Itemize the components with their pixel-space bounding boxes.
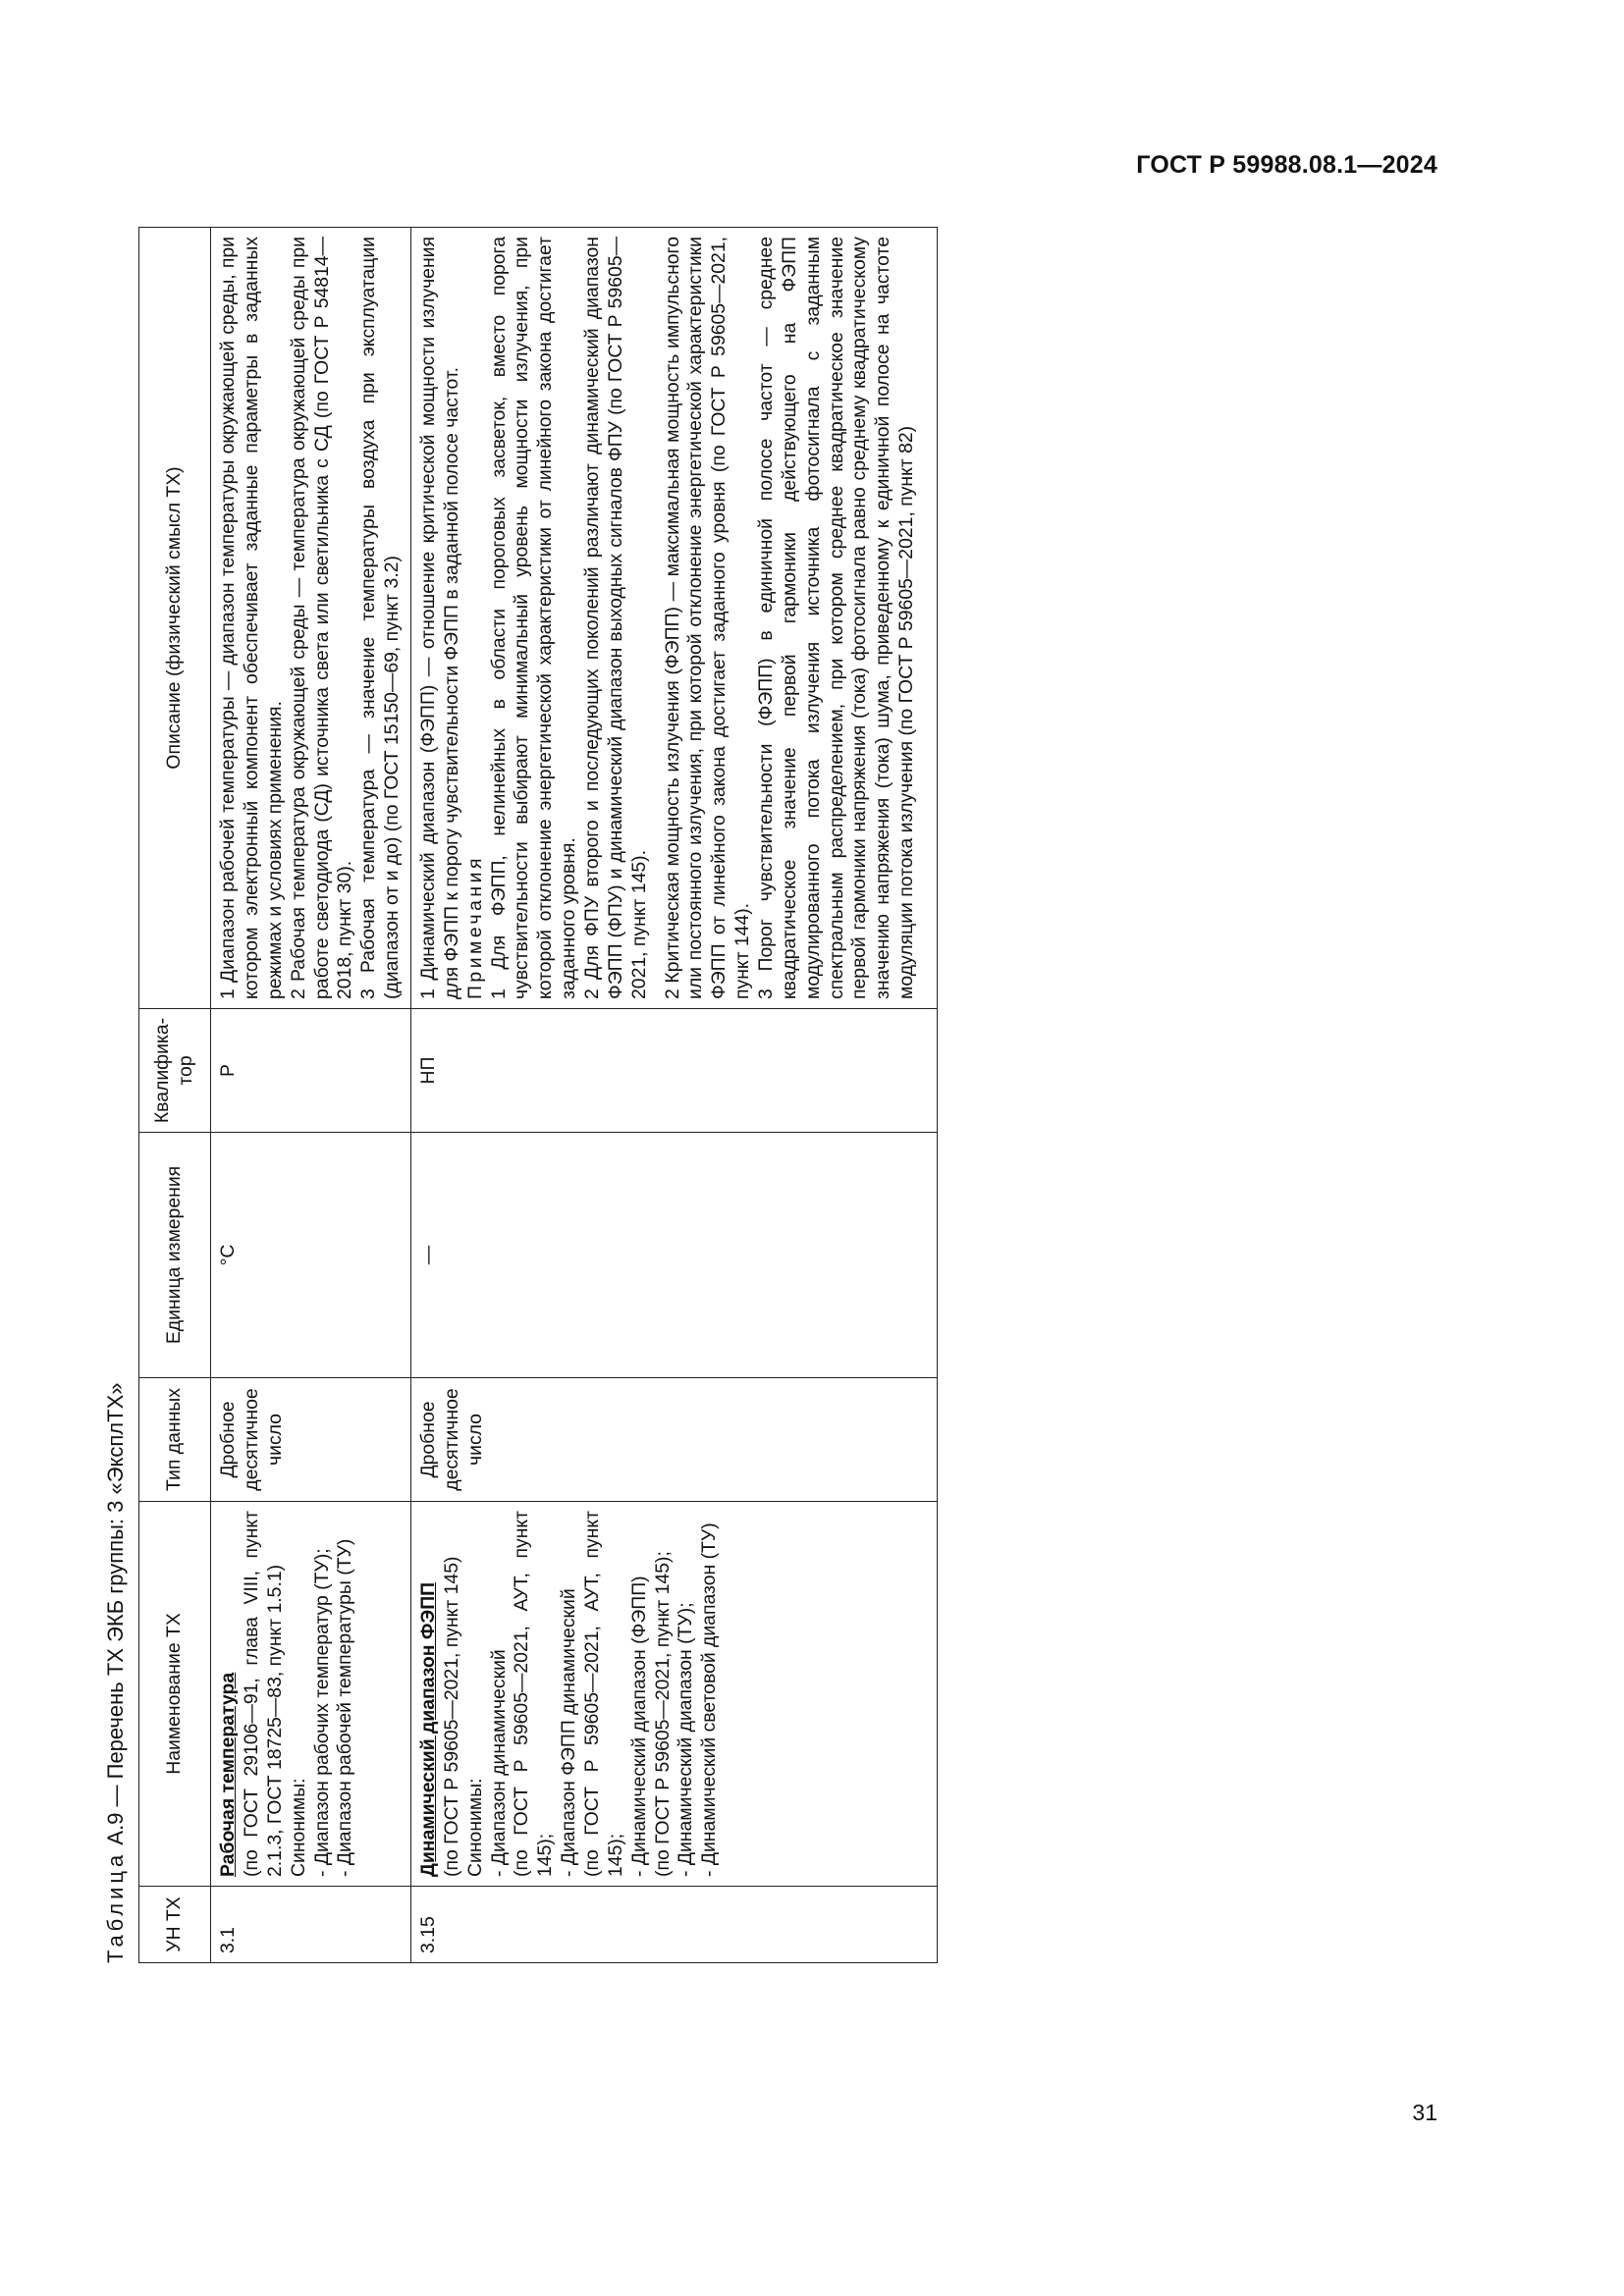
notes-label: Примечания xyxy=(463,855,486,999)
column-header-type: Тип данных xyxy=(139,1378,211,1502)
column-header-unit: Единица измерения xyxy=(139,1133,211,1378)
name-line: - Диапазон рабочих температур (ТУ); xyxy=(310,1548,333,1877)
row-qualifier: Р xyxy=(211,1009,411,1133)
description-paragraph: 1 Динамический диапазон (ФЭПП) — отношение критической мощности излучения для ФЭПП к порогу чувствительности ФЭПП в заданной полосе частот. xyxy=(416,237,462,999)
row-id: 3.15 xyxy=(410,1887,925,1963)
name-line: - Диапазон динамический xyxy=(487,1649,510,1877)
document-code: ГОСТ Р 59988.08.1—2024 xyxy=(1136,151,1437,179)
characteristic-title: Рабочая температура xyxy=(217,1672,240,1877)
table-header-row xyxy=(139,228,211,1963)
characteristic-title: Динамический диапазон ФЭПП xyxy=(416,1581,439,1877)
rotated-table-sheet xyxy=(103,228,1380,1963)
row-name xyxy=(211,1502,411,1887)
page-number: 31 xyxy=(1412,2100,1437,2125)
row-data-type: Дробное десятичное число xyxy=(211,1378,411,1502)
spacer-cell xyxy=(925,1009,938,1133)
spacer-cell xyxy=(925,1887,938,1963)
name-line: (по ГОСТ Р 59605—2021, АУТ, пункт 145); xyxy=(511,1511,557,1877)
name-line: (по ГОСТ Р 59605—2021, пункт 145); xyxy=(651,1551,674,1877)
name-line: - Динамический диапазон (ФЭПП) xyxy=(627,1575,650,1877)
name-line: - Динамический диапазон (ТУ); xyxy=(675,1602,697,1877)
column-header-qualifier: Квалифика-тор xyxy=(139,1009,211,1133)
table-caption xyxy=(103,228,129,1963)
row-unit: °С xyxy=(211,1133,411,1378)
spacer-cell xyxy=(925,1502,938,1887)
row-description xyxy=(211,228,411,1009)
table-row xyxy=(410,228,925,1963)
description-paragraph: 3 Порог чувствительности (ФЭПП) в единичной полосе частот — среднее квадратическое значение первой гармоники действующего на ФЭПП модулированного потока излучения источника фотосигнала с заданным спектральным распределением, при котором среднее квадратическое значение первой гармоники напряжения (тока) фотосигнала равно среднему квадратическому значению напряжения (тока) шума, приведенному к единичной полосе на частоте модуляции потока излучения (по ГОСТ Р 59605—2021, пункт 82) xyxy=(755,237,918,999)
table-row xyxy=(211,228,411,1963)
name-line: - Диапазон рабочей температуры (ТУ) xyxy=(334,1538,356,1877)
row-id: 3.1 xyxy=(211,1887,411,1963)
name-line: (по ГОСТ Р 59605—2021, АУТ, пункт 145); xyxy=(581,1511,626,1877)
note-paragraph: 1 Для ФЭПП, нелинейных в области пороговых засветок, вместо порога чувствительности выбирают минимальный уровень мощности излучения, при которой отклонение энергетической характеристики от линейного закона достигает заданного уровня. xyxy=(487,237,580,999)
table-caption-text: А.9 — Перечень ТХ ЭКБ группы: 3 «ЭксплТХ» xyxy=(103,1382,128,1845)
name-line: - Диапазон ФЭПП динамический xyxy=(558,1588,580,1877)
note-paragraph: 2 Для ФПУ второго и последующих поколений различают динамический диапазон ФЭПП (ФПУ) и динамический диапазон выходных сигналов ФПУ (по ГОСТ Р 59605—2021, пункт 145). xyxy=(581,237,650,999)
spacer-cell xyxy=(925,228,938,1009)
name-line: Синонимы: xyxy=(463,1778,486,1877)
description-paragraph: 1 Диапазон рабочей температуры — диапазон температуры окружающей среды, при котором электронный компонент обеспечивает заданные параметры в заданных режимах и условиях применения. xyxy=(217,237,286,999)
description-paragraph: 2 Рабочая температура окружающей среды — температура окружающей среды при работе светодиода (СД) источника света или светильника с СД (по ГОСТ Р 54814—2018, пункт 30). xyxy=(287,237,356,999)
row-description xyxy=(410,228,925,1009)
name-line: Синонимы: xyxy=(287,1778,309,1877)
row-unit: — xyxy=(410,1133,925,1378)
name-line: - Динамический световой диапазон (ТУ) xyxy=(698,1522,721,1877)
characteristics-table xyxy=(138,227,938,1963)
description-paragraph: 2 Критическая мощность излучения (ФЭПП) — максимальная мощность импульсного или постоянного излучения, при которой отклонение энергетической характеристики ФЭПП от линейного закона достигает заданного уровня (по ГОСТ Р 59605—2021, пункт 144). xyxy=(661,237,754,999)
description-paragraph: 3 Рабочая температура — значение температуры воздуха при эксплуатации (диапазон от и до) (по ГОСТ 15150—69, пункт 3.2) xyxy=(357,237,404,999)
column-header-name: Наименование ТХ xyxy=(139,1502,211,1887)
name-line: (по ГОСТ Р 59605—2021, пункт 145) xyxy=(440,1556,462,1877)
row-data-type: Дробное десятичное число xyxy=(410,1378,925,1502)
spacer-cell xyxy=(925,1378,938,1502)
table-bottom-spacer xyxy=(925,228,938,1963)
paragraph-gap xyxy=(652,237,662,999)
table-caption-prefix: Таблица xyxy=(103,1850,128,1963)
name-line: (по ГОСТ 29106—91, глава VIII, пункт 2.1.3, ГОСТ 18725—83, пункт 1.5.1) xyxy=(240,1511,286,1877)
row-qualifier: НП xyxy=(410,1009,925,1133)
spacer-cell xyxy=(925,1133,938,1378)
column-header-id: УН ТХ xyxy=(139,1887,211,1963)
row-name xyxy=(410,1502,925,1887)
column-header-description: Описание (физический смысл ТХ) xyxy=(139,228,211,1009)
